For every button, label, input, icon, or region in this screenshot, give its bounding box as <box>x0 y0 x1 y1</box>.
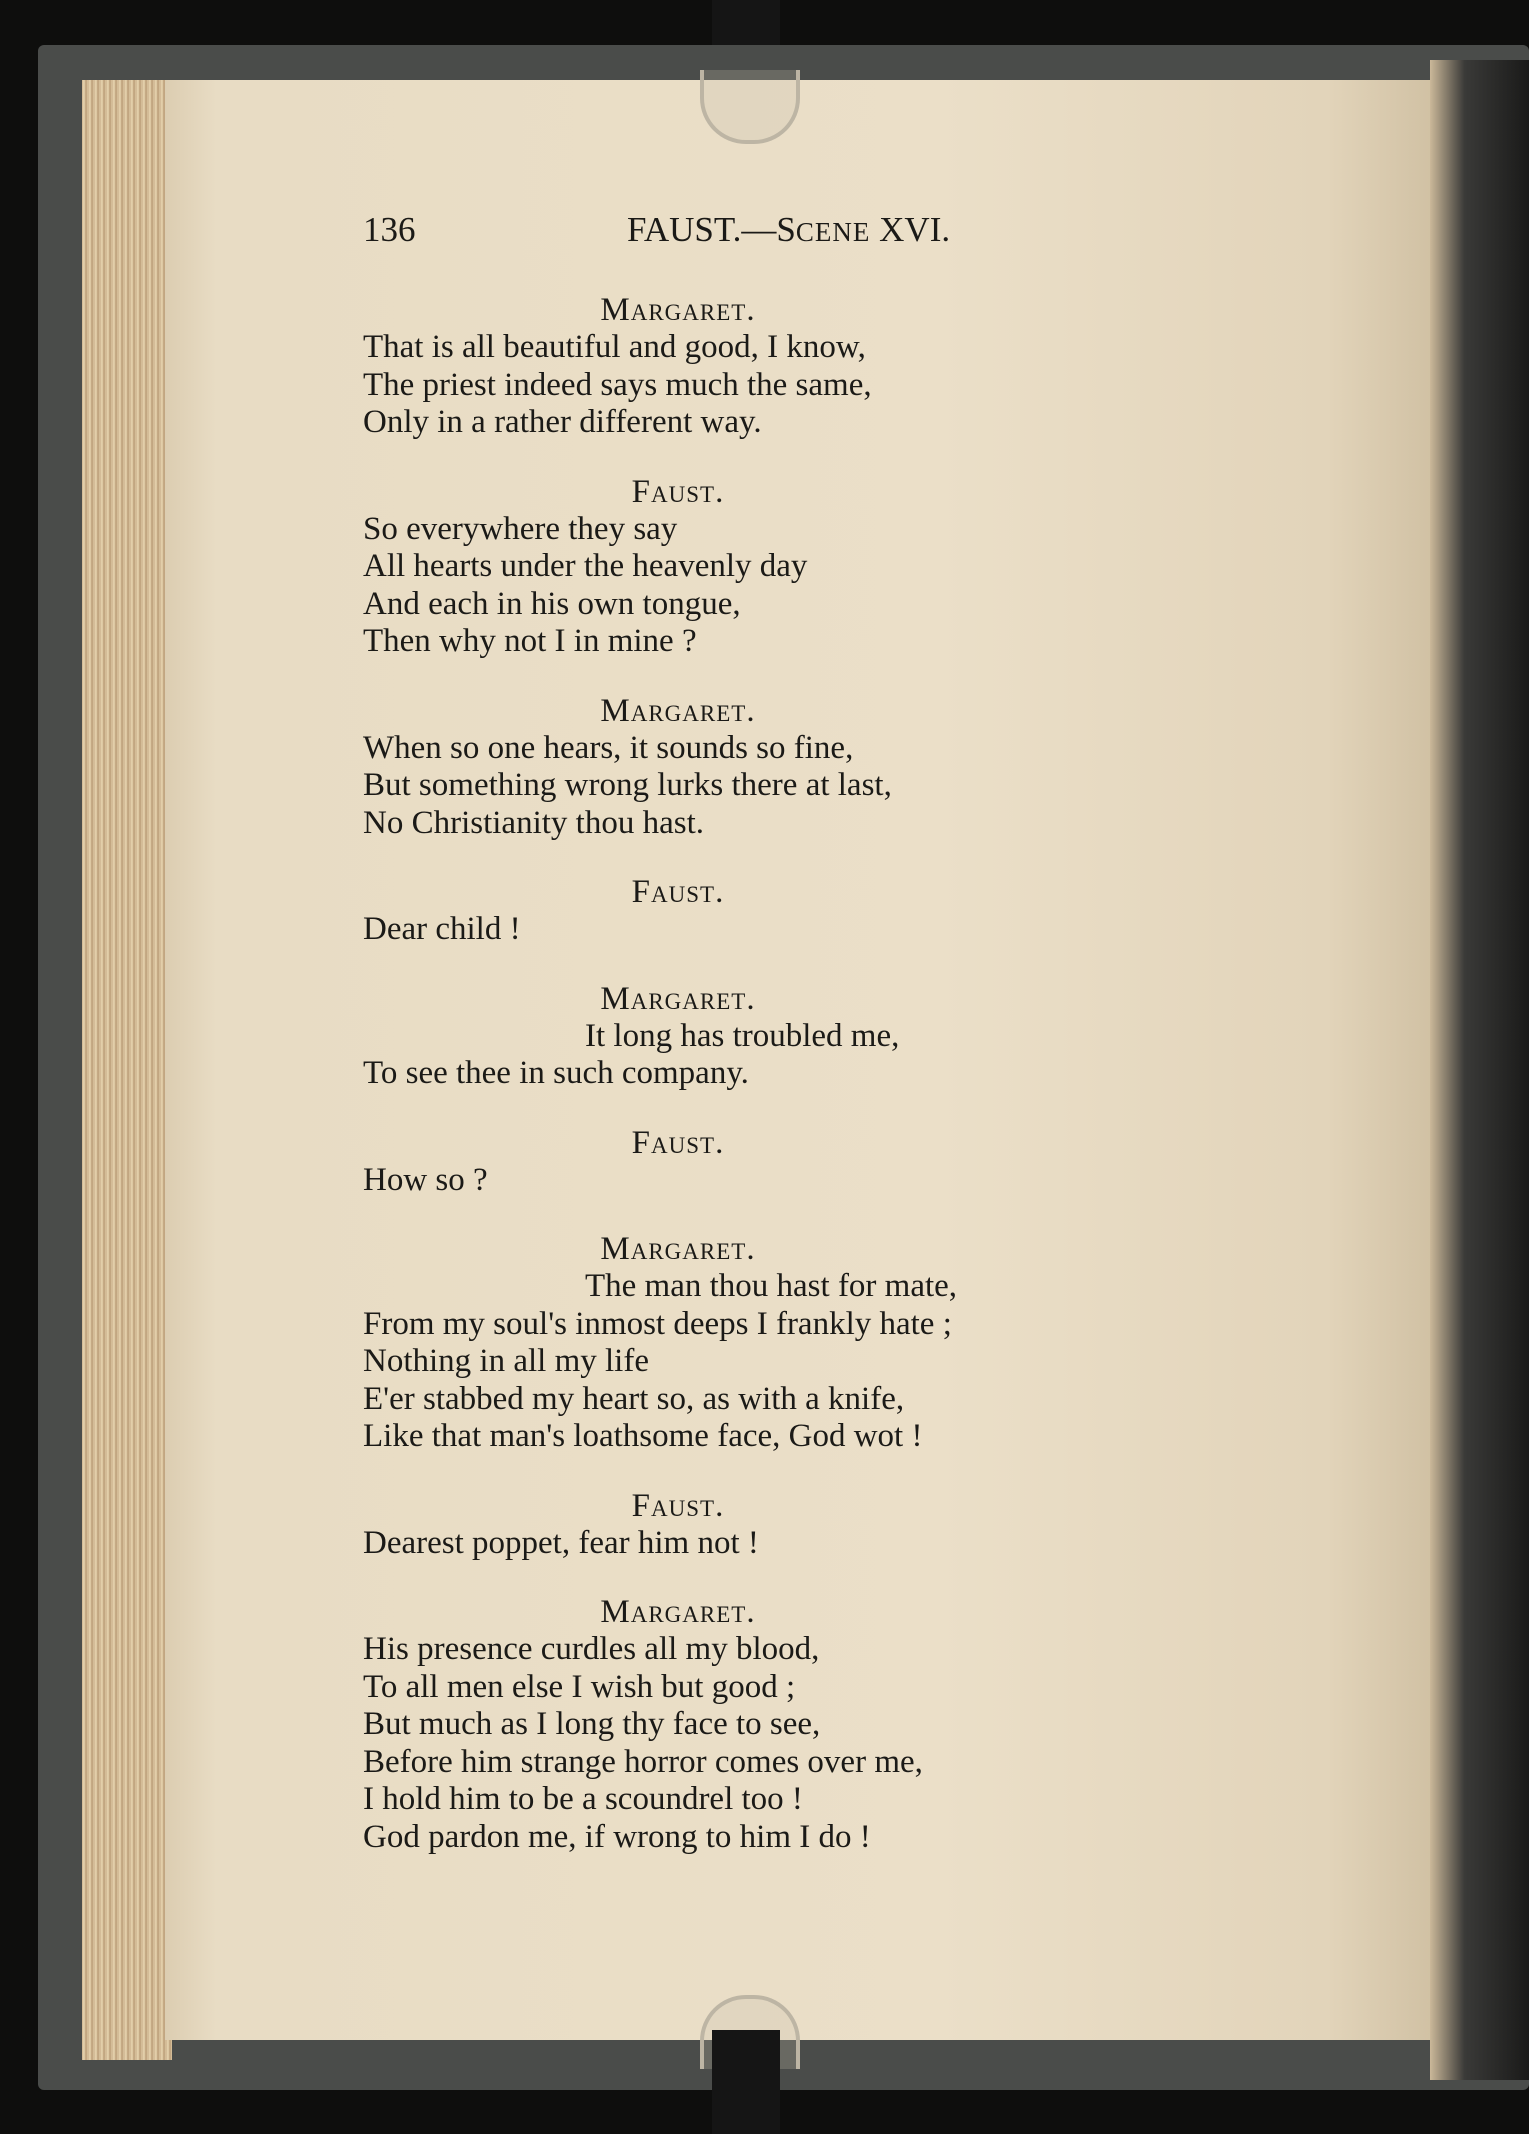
verse-line: E'er stabbed my heart so, as with a knife, <box>363 1380 905 1417</box>
page-edges <box>82 80 172 2060</box>
stanza-gap <box>363 949 1163 969</box>
verse-line: God pardon me, if wrong to him I do ! <box>363 1818 871 1855</box>
verse-line: Nothing in all my life <box>363 1343 649 1379</box>
verse-line: And each in his own tongue, <box>363 585 741 622</box>
verse-line: Like that man's loathsome face, God wot ! <box>363 1418 923 1454</box>
verse-line: It long has troubled me, <box>585 1017 900 1054</box>
speaker-name: Faust. <box>631 473 725 510</box>
speaker-name: Faust. <box>631 874 725 910</box>
verse-line: The priest indeed says much the same, <box>363 366 872 403</box>
speaker-name: Faust. <box>631 1487 725 1524</box>
book-gutter <box>1430 60 1529 2080</box>
page-number: 136 <box>363 210 416 249</box>
verse-line: I hold him to be a scoundrel too ! <box>363 1781 803 1817</box>
stanza-gap <box>363 1856 1163 1876</box>
verse-line: Then why not I in mine ? <box>363 623 697 659</box>
stanza-gap <box>363 661 1163 681</box>
verse-line: To all men else I wish but good ; <box>363 1668 796 1705</box>
bookmark-strap-bottom <box>712 2030 780 2134</box>
verse-line: Before him strange horror comes over me, <box>363 1743 923 1780</box>
page-header <box>363 210 1013 260</box>
verse-line: When so one hears, it sounds so fine, <box>363 729 854 766</box>
verse-line: How so ? <box>363 1161 488 1198</box>
running-head: FAUST.—SCENE XVI. <box>627 210 951 249</box>
verse-line: Only in a rather different way. <box>363 404 762 440</box>
verse-line: The man thou hast for mate, <box>585 1268 958 1304</box>
speaker-name: Margaret. <box>600 980 756 1017</box>
verse-line: But something wrong lurks there at last, <box>363 767 892 803</box>
speaker-name: Margaret. <box>600 1594 756 1630</box>
verse-line: His presence curdles all my blood, <box>363 1631 820 1667</box>
stanza-gap <box>363 1562 1163 1582</box>
stanza-gap <box>363 1199 1163 1219</box>
speaker-name: Faust. <box>631 1124 725 1161</box>
verse-line: To see thee in such company. <box>363 1055 749 1091</box>
stanza-gap <box>363 1093 1163 1113</box>
stanza-gap <box>363 842 1163 862</box>
verse-line: From my soul's inmost deeps I frankly hate ; <box>363 1305 952 1342</box>
play-text <box>363 292 1163 1876</box>
verse-line: Dear child ! <box>363 911 521 947</box>
verse-line: That is all beautiful and good, I know, <box>363 329 866 365</box>
verse-line: No Christianity thou hast. <box>363 804 704 841</box>
speaker-name: Margaret. <box>600 692 756 729</box>
verse-line: All hearts under the heavenly day <box>363 548 808 584</box>
speaker-name: Margaret. <box>600 292 756 328</box>
verse-line: But much as I long thy face to see, <box>363 1706 821 1742</box>
stanza-gap <box>363 1456 1163 1476</box>
stanza-gap <box>363 442 1163 462</box>
verse-line: So everywhere they say <box>363 510 678 547</box>
speaker-name: Margaret. <box>600 1231 756 1267</box>
verse-line: Dearest poppet, fear him not ! <box>363 1524 759 1561</box>
